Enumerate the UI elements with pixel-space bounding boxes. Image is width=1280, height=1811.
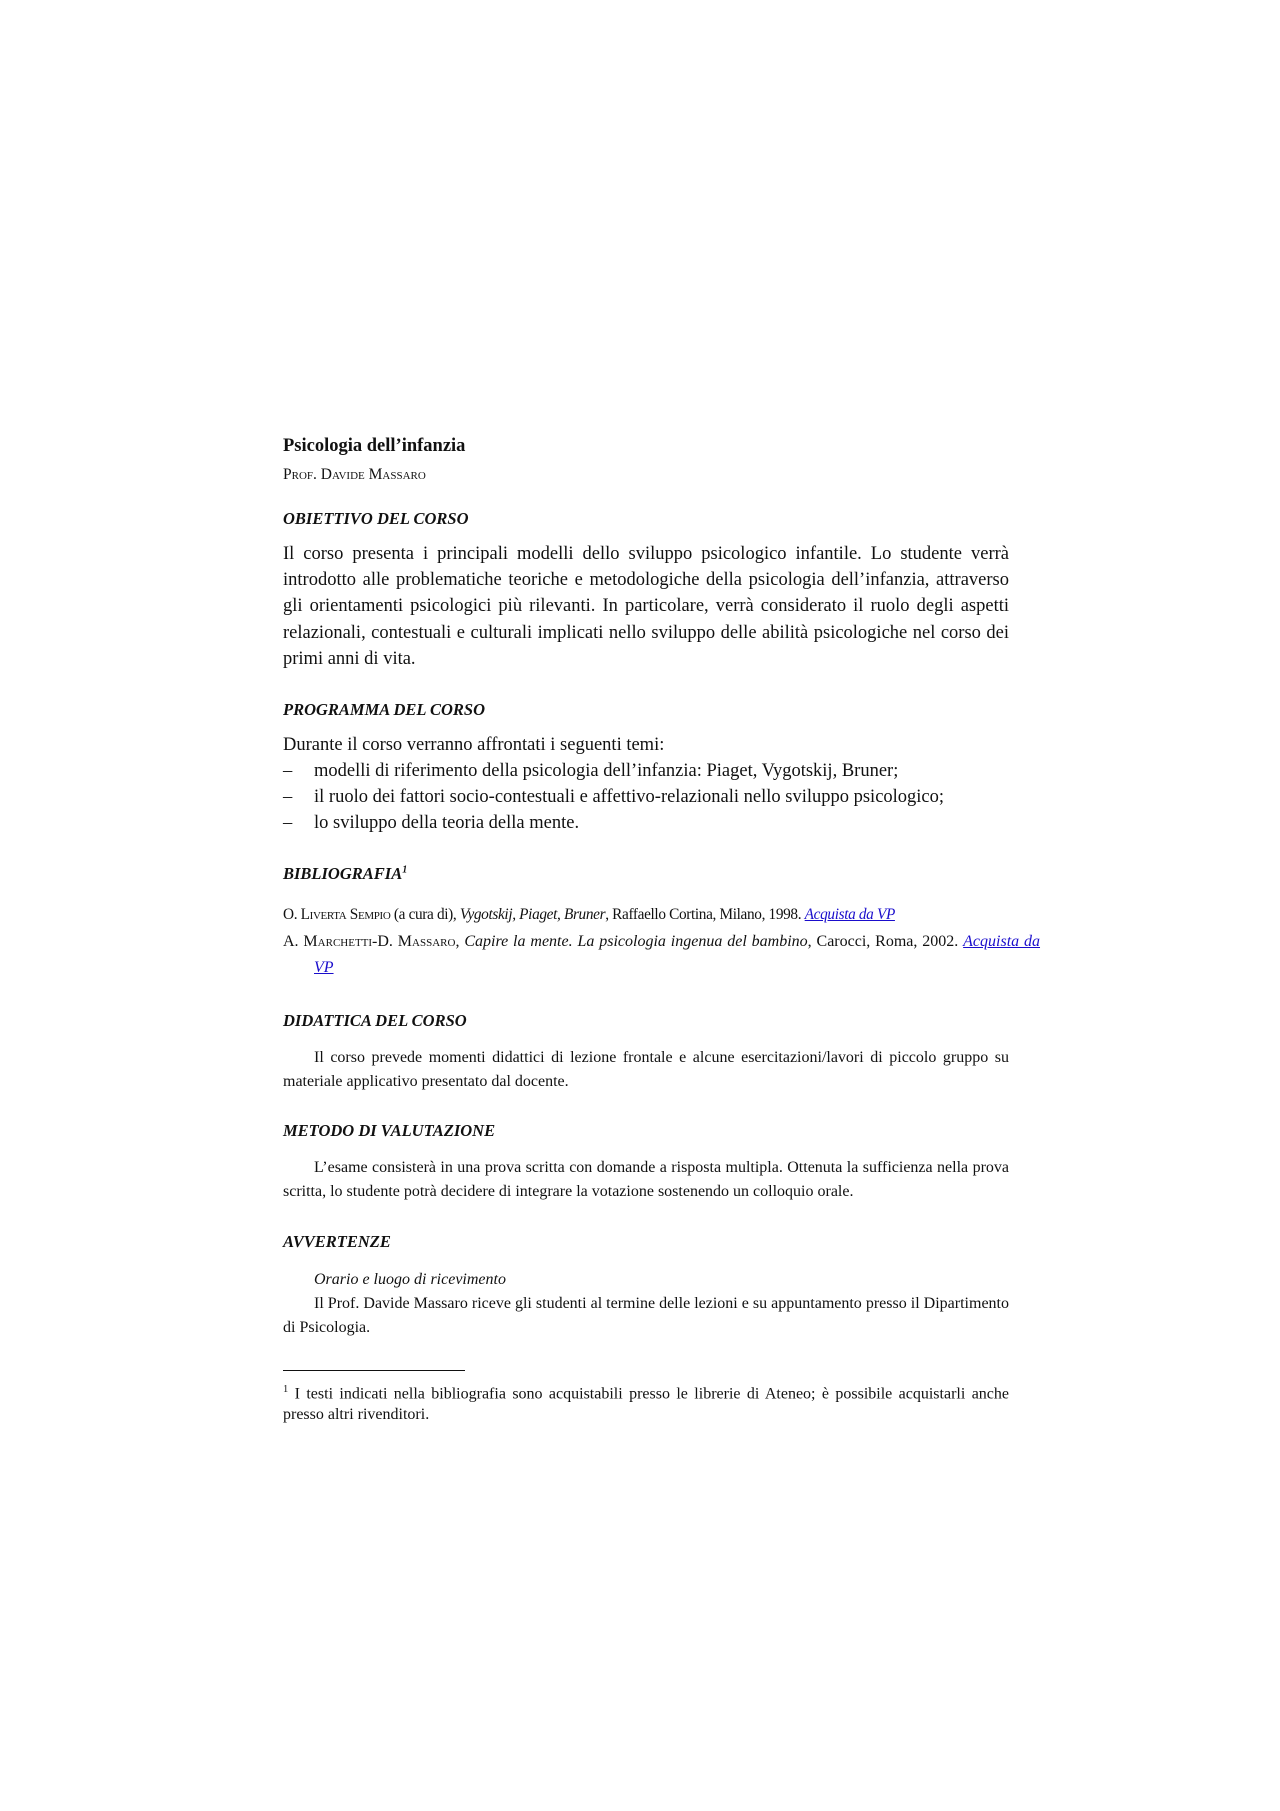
buy-link[interactable]: Acquista da VP <box>314 933 1041 976</box>
program-topic-list <box>283 758 1009 837</box>
list-item <box>283 758 1009 784</box>
footnote <box>283 1379 1009 1425</box>
program-intro: Durante il corso verranno affrontati i seguenti temi: <box>283 735 665 755</box>
footnote-marker: 1 <box>283 1384 289 1395</box>
entry-details: , Raffaello Cortina, Milano, 1998. <box>605 906 805 923</box>
entry-author: A. Marchetti-D. Massaro <box>283 933 456 950</box>
notices-subheading: Orario e luogo di ricevimento <box>314 1271 506 1288</box>
topic-text: lo sviluppo della teoria della mente. <box>314 813 580 834</box>
list-item <box>283 784 1009 810</box>
entry-title: Capire la mente. La psicologia ingenua del bambino <box>464 933 808 950</box>
dash-marker: – <box>283 813 293 834</box>
dash-marker: – <box>283 761 293 781</box>
footnote-text: I testi indicati nella bibliografia sono acquistabili presso le librerie di Ateneo; è possibile acquistarli anche presso altri rivenditori. <box>283 1385 1009 1424</box>
notices-heading: AVVERTENZE <box>283 1232 391 1251</box>
footnote-divider <box>283 1370 465 1371</box>
evaluation-heading: METODO DI VALUTAZIONE <box>283 1121 496 1140</box>
evaluation-text: L’esame consisterà in una prova scritta con domande a risposta multipla. Ottenuta la sufficienza nella prova scritta, lo studente potrà decidere di integrare la votazione sostenendo un colloquio orale. <box>283 1159 1009 1200</box>
course-professor: Prof. Davide Massaro <box>283 466 426 483</box>
bibliography-entry <box>283 902 1009 928</box>
dash-marker: – <box>283 787 293 808</box>
bibliography-heading-text: BIBLIOGRAFIA <box>283 864 403 883</box>
topic-text: il ruolo dei fattori socio-contestuali e affettivo-relazionali nello sviluppo psicologico; <box>314 787 945 808</box>
notices-text: Il Prof. Davide Massaro riceve gli studenti al termine delle lezioni e su appuntamento presso il Dipartimento di Psicologia. <box>283 1295 1009 1336</box>
teaching-heading: DIDATTICA DEL CORSO <box>283 1011 467 1030</box>
bibliography-heading <box>283 864 407 884</box>
teaching-text: Il corso prevede momenti didattici di lezione frontale e alcune esercitazioni/lavori di piccolo gruppo su materiale applicativo presentato dal docente. <box>283 1049 1009 1090</box>
entry-details: , Carocci, Roma, 2002. <box>807 933 964 950</box>
entry-editor-note: , <box>455 933 465 950</box>
topic-text: modelli di riferimento della psicologia dell’infanzia: Piaget, Vygotskij, Bruner; <box>314 761 899 781</box>
course-title: Psicologia dell’infanzia <box>283 436 466 456</box>
program-heading: PROGRAMMA DEL CORSO <box>283 700 486 719</box>
bibliography-entry <box>283 929 1040 981</box>
entry-author: O. Liverta Sempio <box>283 906 391 923</box>
entry-editor-note: (a cura di), <box>390 906 460 923</box>
entry-title: Vygotskij, Piaget, Bruner <box>459 906 606 923</box>
list-item <box>283 810 1009 836</box>
buy-link[interactable]: Acquista da VP <box>804 906 895 923</box>
objective-text: Il corso presenta i principali modelli dello sviluppo psicologico infantile. Lo studente verrà introdotto alle problematiche teoriche e metodologiche della psicologia dell’infanzia, attraverso gli orientamenti psicologici più rilevanti. In particolare, verrà considerato il ruolo degli aspetti relazionali, contestuali e culturali implicati nello sviluppo delle abilità psicologiche nel corso dei primi anni di vita. <box>283 544 1009 669</box>
objective-heading: OBIETTIVO DEL CORSO <box>283 509 469 528</box>
footnote-reference[interactable]: 1 <box>402 864 408 876</box>
